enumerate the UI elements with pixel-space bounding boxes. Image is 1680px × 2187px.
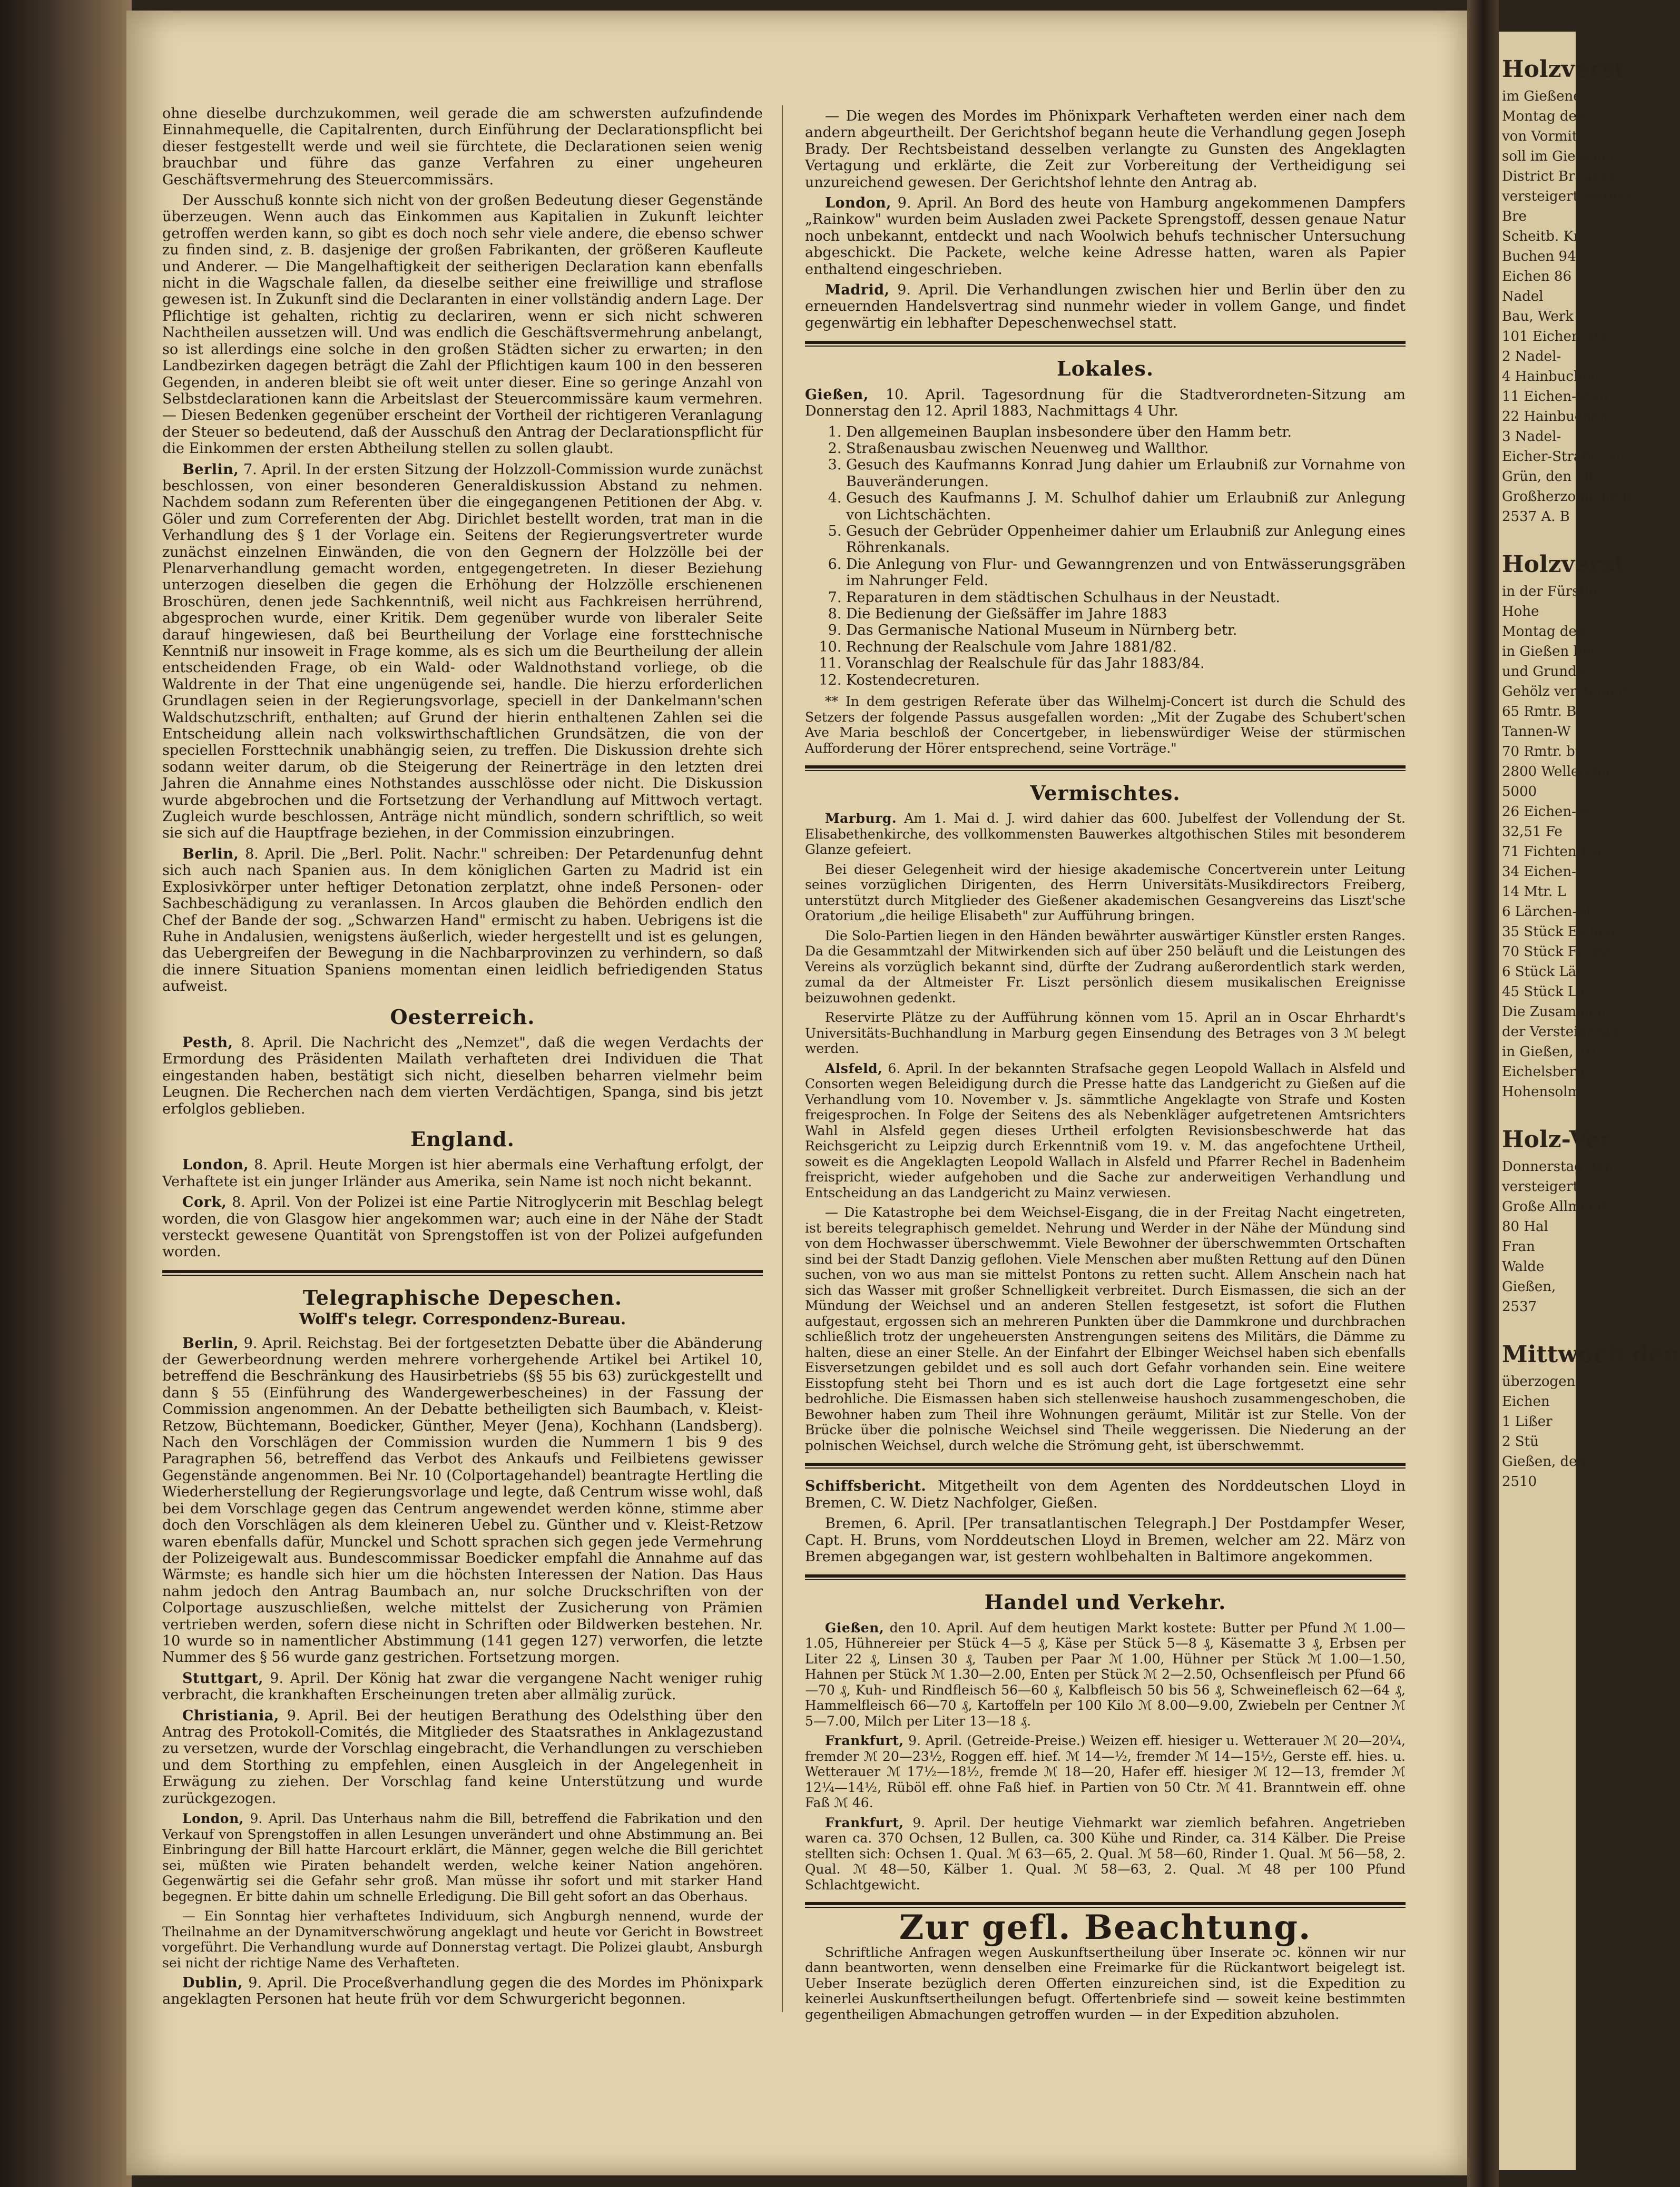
- article-text: Die Solo-Partien liegen in den Händen bewährter auswärtiger Künstler ersten Ranges. Da die Gesammtzahl der Mitwirkenden sich auf über 250 beläuft und die Leistungen des Vereins als vorzüglich bekannt sind, dürfte der Zudrang außerordentlich stark werden, zumal da der Altmeister Fr. Liszt persönlich diesem musikalischen Ereignisse beizuwohnen gedenkt.: [805, 928, 1406, 1006]
- article-text: 8. April. Die „Berl. Polit. Nachr." schreiben: Der Petardenunfug dehnt sich auch nach Spanien aus. In dem königlichen Garten zu Madrid ist ein Explosivkörper unter heftiger Detonation zerplatzt, ohne indeß Personen- oder Sachbeschädigung zu veranlassen. In Arcos glauben die Behörden endlich den Chef der Bande der sog. „Schwarzen Hand" ermischt zu haben. Uebrigens ist die Ruhe in Andalusien, wenigstens äußerlich, wieder hergestellt und ist es gelungen, das Uebergreifen der Bewegung in die Nachbarprovinzen zu verhindern, so daß die innere Situation Spaniens momentan einen leidlich befriedigenden Status aufweist.: [162, 845, 763, 995]
- dateline: London,: [182, 1157, 249, 1174]
- article-paragraph: [805, 1205, 1406, 1453]
- adjacent-page-fragment: 2537: [1502, 1299, 1537, 1315]
- adjacent-page-fragment: 22 Hainbuchen-: [1502, 409, 1613, 425]
- misc-news: [805, 811, 1406, 1453]
- adjacent-page-fragment: 70 Rmtr. bu: [1502, 744, 1584, 760]
- agenda-item: 7. Reparaturen in dem städtischen Schulhaus in der Neustadt.: [846, 589, 1406, 606]
- dateline: Marburg.: [825, 811, 897, 826]
- ship-report: Schiffsbericht. Mitgetheilt von dem Agenten des Norddeutschen Lloyd in Bremen, C. W. Dietz Nachfolger, Gießen.: [805, 1478, 1406, 1511]
- article-text: 7. April. In der ersten Sitzung der Holzzoll-Commission wurde zunächst beschlossen, von einer besonderen Generaldiskussion Abstand zu nehmen. Nachdem sodann zum Referenten über die eingegangenen Petitionen der Abg. v. Göler und zum Correferenten der Abg. Dirichlet bestellt worden, trat man in die Verhandlung des § 1 der Vorlage ein. Seitens der Regierungsvertreter wurde zunächst einzelnen Einwänden, die von den Gegnern der Holzzölle bei der Plenarverhandlung gemacht worden, entgegengetreten. In dieser Beziehung unterzogen dieselben die gegen die Erhöhung der Holzzölle erschienenen Broschüren, denen jede Sachkenntniß, weil nicht aus Fachkreisen herrührend, abgesprochen wurde, einer Kritik. Dem gegenüber wurde von liberaler Seite darauf hingewiesen, daß bei Beurtheilung der Vorlage eine forsttechnische Kenntniß nur insoweit in Frage komme, als es sich um die Beurtheilung der allein entscheidenden Frage, ob ein Wald- oder Waldnothstand vorliege, ob die Waldrente in der That eine ungenügende sei, handle. Die hierzu erforderlichen Grundlagen seien in der Regierungsvorlage, speciell in der Dankelmann'schen Waldschutzschrift, enthalten; auf Grund der hierin enthaltenen Zahlen sei die Entscheidung allein nach volkswirthschaftlichen Grundsätzen, die von der speciellen Forsttechnik unabhängig seien, zu treffen. Die Diskussion drehte sich sodann weiter darum, ob die Steigerung der Reinerträge in den letzten drei Jahren die Annahme eines Nothstandes ausschlösse oder nicht. Die Diskussion wurde abgebrochen und die Fortsetzung der Verhandlung auf Mittwoch vertagt. Zugleich wurde beschlossen, Anträge nicht mündlich, sondern schriftlich, so weit sie sich auf die Hauptfrage beziehen, in der Commission einzubringen.: [162, 461, 763, 842]
- article-text: 8. April. Von der Polizei ist eine Partie Nitroglycerin mit Beschlag belegt worden, die von Glasgow hier angekommen war; auch eine in der Nähe der Stadt versteckt gewesene Quantität von Sprengstoffen ist von der Polizei aufgefunden worden.: [162, 1194, 763, 1260]
- article-paragraph: Der Ausschuß konnte sich nicht von der großen Bedeutung dieser Gegenstände überzeugen. Wenn auch das Einkommen aus Kapitalien in Zukunft leichter getroffen werden kann, so gibt es doch noch sehr viele andere, die ebenso schwer zu finden sind, z. B. dasjenige der großen Fabrikanten, der größeren Kaufleute und Anderer. — Die Mangelhaftigkeit der seitherigen Declaration kann ebenfalls nicht in die Wagschale fallen, da dieselbe seither eine freiwillige und straflose gewesen ist. In Zukunft sind die Declaranten in einer vollständig andern Lage. Der Pflichtige ist gehalten, richtig zu declariren, wenn er sich nicht schweren Nachtheilen aussetzen will. Und was endlich die Geschäftsvermehrung anbelangt, so ist allerdings eine solche in den großen Städten sicher zu erwarten; in den Landbezirken dagegen beträgt die Zahl der Pflichtigen kaum 100 in den besseren Gegenden, in anderen bleibt sie oft weit unter dieser. Eine so geringe Anzahl von Selbstdeclarationen kann die Arbeitslast der Steuercommissäre kaum vermehren. — Diesen Bedenken gegenüber erscheint der Vortheil der richtigeren Veranlagung der Steuer so bedeutend, daß der Ausschuß den Antrag der Declarationspflicht für die Einkommen der ersten Abtheilung stellen zu sollen glaubt.: [162, 192, 763, 457]
- adjacent-page-fragment: 4 Hainbuchen-: [1502, 369, 1604, 385]
- ship-text: Bremen, 6. April. [Per transatlantischen Telegraph.] Der Postdampfer Weser, Capt. H. Bruns, vom Norddeutschen Lloyd in Bremen, welcher am 22. März von Bremen abgegangen war, ist gestern wohlbehalten in Baltimore angekommen.: [805, 1515, 1406, 1565]
- article-text: 9. April. Der heutige Viehmarkt war ziemlich befahren. Angetrieben waren ca. 370 Ochsen, 12 Bullen, ca. 300 Kühe und Rinder, ca. 314 Kälber. Die Preise stellten sich: Ochsen 1. Qual. ℳ 63—65, 2. Qual. ℳ 58—60, Rinder 1. Qual. ℳ 56—58, 2. Qual. ℳ 48—50, Kälber 1. Qual. ℳ 58—63, 2. Qual. ℳ 48 per 100 Pfund Schlachtgewicht.: [805, 1815, 1406, 1893]
- dateline: London,: [182, 1811, 244, 1826]
- austria-heading: Oesterreich.: [390, 1004, 535, 1029]
- book-binding: [0, 0, 132, 2187]
- adjacent-page-fragment: in Gießen bei: [1502, 644, 1595, 659]
- article-paragraph: [162, 1194, 763, 1260]
- adjacent-page-fragment: in der Fürstlic: [1502, 584, 1602, 599]
- adjacent-page-fragment: versteigert: [1502, 1179, 1578, 1195]
- trade-news: [805, 1620, 1406, 1893]
- adjacent-page-fragment: 80 Hal: [1502, 1219, 1548, 1235]
- column-divider: [782, 105, 783, 2012]
- article-text: Reservirte Plätze zu der Aufführung können vom 15. April an in Oscar Ehrhardt's Universitäts-Buchhandlung in Marburg gegen Einsendung des Betrages von 3 ℳ belegt werden.: [805, 1010, 1406, 1057]
- telegraph-subheading: Wolff's telegr. Correspondenz-Bureau.: [299, 1310, 626, 1328]
- article-text: 8. April. Die Nachricht des „Nemzet", daß die wegen Verdachts der Ermordung des Präsidenten Mailath verhafteten drei Individuen die That eingestanden haben, bestätigt sich nicht, dieselben beharren vielmehr beim Leugnen. Die Recherchen nach dem vierten Verdächtigen, Spanga, sind bis jetzt erfolglos geblieben.: [162, 1034, 763, 1117]
- adjacent-page-fragment: Tannen-W: [1502, 724, 1571, 740]
- adjacent-page-fragment: District Braubof: [1502, 169, 1614, 184]
- telegraph-heading: Telegraphische Depeschen.: [302, 1285, 623, 1309]
- adjacent-page-fragment: 32,51 Fe: [1502, 824, 1563, 840]
- adjacent-page-fragment: 11 Eichen-Stan: [1502, 389, 1608, 405]
- article-paragraph: [162, 1670, 763, 1703]
- adjacent-page-fragment: Montag den: [1502, 109, 1586, 124]
- adjacent-page-fragment: Eichen 86: [1502, 269, 1572, 284]
- article-text: — Die Katastrophe bei dem Weichsel-Eisgang, die in der Freitag Nacht eingetreten, ist bereits telegraphisch gemeldet. Nehrung und Werder in der Nähe der Mündung sind von dem Hochwasser überschwemmt. Viele Bewohner der überschwemmten Ortschaften sind bei der Stadt Danzig geflohen. Viele Menschen aber mußten Rettung auf den Dünen suchen, von wo aus man sie mittelst Pontons zu retten sucht. Allem Anschein nach hat sich das Wasser mit großer Schnelligkeit verbreitet. Durch Eismassen, die sich an der Mündung der Weichsel und an anderen Stellen festgesetzt, ist sofort die Fluthen aufgestaut, ergossen sich an mehreren Punkten über die Dammkrone und durchbrachen schließlich trotz der ungeheuersten Anstrengungen seitens des Militärs, die Dämme zu halten, diese an einer Stelle. An der Einfahrt der Elbinger Weichsel haben sich ebenfalls Eisversetzungen gebildet und es soll auch dort Gefahr vorhanden sein. Eine weitere Eisstopfung steht bei Thorn und es ist auch dort die Lage fortgesetzt eine sehr bedrohliche. Die Eismassen haben sich stellenweise haushoch zusammengeschoben, die Bewohner haben zum Theil ihre Wohnungen geräumt, Militär ist zur Stelle. Von der Brücke über die polnische Weichsel sind Theile weggerissen. Die Niederung an der polnischen Weichsel, durch welche die Strömung geht, ist überschwemmt.: [805, 1205, 1406, 1453]
- adjacent-page-fragment: Montag den: [1502, 624, 1586, 639]
- telegrams: [162, 1335, 763, 2008]
- page-gutter: [1467, 0, 1499, 2187]
- adjacent-page-fragments: [1499, 53, 1680, 1492]
- adjacent-page-fragment: 2537 A. B: [1502, 509, 1570, 525]
- adjacent-page-fragment: Bau, Werk: [1502, 309, 1574, 324]
- adjacent-page-fragment: Buchen 94,7: [1502, 249, 1589, 264]
- adjacent-page-fragment: 34 Eichen-T: [1502, 864, 1585, 880]
- adjacent-page-fragment: 26 Eichen-St: [1502, 804, 1591, 820]
- dateline: Pesth,: [182, 1034, 233, 1051]
- adjacent-page-fragment: 5000: [1502, 784, 1537, 800]
- adjacent-page-fragment: 65 Rmtr. B: [1502, 704, 1577, 720]
- ship-heading: Schiffsbericht.: [805, 1478, 927, 1495]
- section-rule: [805, 1574, 1406, 1580]
- agenda-item: 8. Die Bedienung der Gießsäffer im Jahre 1883: [846, 606, 1406, 622]
- local-note: ** In dem gestrigen Referate über das Wilhelmj-Concert ist durch die Schuld des Setzers der folgende Passus ausgefallen worden: „Mit der Zugabe des Schubert'schen Ave Maria beschloß der Concertgeber, in liebenswürdiger Weise der stürmischen Aufforderung der Hörer entsprechend, seine Vorträge.": [805, 694, 1406, 756]
- adjacent-page-fragment: 70 Stück Fichte: [1502, 944, 1612, 960]
- article-text: — Die wegen des Mordes im Phönixpark Verhafteten werden einer nach dem andern abgeurtheilt. Der Gerichtshof begann heute die Verhandlung gegen Joseph Brady. Der Rechtsbeistand desselben verlangte zu Gunsten des Angeklagten Vertagung und erklärte, die Zeit zur Vorbereitung der Vertheidigung sei unzureichend gewesen. Der Gerichtshof lehnte den Antrag ab.: [805, 108, 1406, 191]
- right-top-news: [805, 108, 1406, 331]
- article-text: 8. April. Heute Morgen ist hier abermals eine Verhaftung erfolgt, der Verhaftete ist ein junger Irländer aus Amerika, sein Name ist noch nicht bekannt.: [162, 1157, 763, 1190]
- misc-heading: Vermischtes.: [1030, 781, 1181, 805]
- local-intro: Gießen, 10. April. Tagesordnung für die Stadtverordneten-Sitzung am Donnerstag den 12. April 1883, Nachmittags 4 Uhr.: [805, 386, 1406, 420]
- adjacent-page-fragment: Gießen,: [1502, 1279, 1556, 1295]
- adjacent-page-fragment: Holzverst: [1502, 56, 1626, 83]
- article-text: 9. April. Die Proceßverhandlung gegen die des Mordes im Phönixpark angeklagten Personen hat heute früh vor dem Schwurgericht begonnen.: [162, 1975, 763, 2008]
- dateline: Berlin,: [182, 461, 239, 478]
- adjacent-page-fragment: 2510: [1502, 1474, 1537, 1490]
- article-text: 6. April. In der bekannten Strafsache gegen Leopold Wallach in Alsfeld und Consorten wegen Beleidigung durch die Presse hatte das Landgericht zu Gießen auf die Verhandlung vom 10. November v. Js. sämmtliche Angeklagte von Strafe und Kosten freigesprochen. In Folge der Seitens des als Nebenkläger aufgetretenen Amtsrichters Wahl in Alsfeld gegen dieses Urtheil erfolgten Revisionsbeschwerde hat das Reichsgericht zu Leipzig durch Erkenntniß vom 19. v. M. das angefochtene Urtheil, soweit es die Angeklagten Leopold Wallach in Alsfeld und Pfarrer Rechel in Badenheim freispricht, wieder aufgehoben und die Sache zur anderweitigen Verhandlung und Entscheidung an das Landgericht zu Mainz verwiesen.: [805, 1060, 1406, 1200]
- dateline: Frankfurt,: [825, 1815, 904, 1830]
- adjacent-page-fragment: Gießen, den: [1502, 1454, 1586, 1470]
- article-text: 9. April. Die Verhandlungen zwischen hier und Berlin über den zu erneuernden Handelsvertrag sind nunmehr wieder in vollem Gange, und findet gegenwärtig ein lebhafter Depeschenwechsel statt.: [805, 282, 1406, 331]
- adjacent-page-fragment: Die Zusammen: [1502, 1004, 1606, 1020]
- adjacent-page-edge: [1499, 32, 1680, 2170]
- adjacent-page-fragment: und Grundh: [1502, 664, 1586, 679]
- adjacent-page-fragment: 6 Lärchen-St: [1502, 904, 1592, 920]
- article-text: 9. April. Reichstag. Bei der fortgesetzten Debatte über die Abänderung der Gewerbeordnung werden mehrere vorhergehende Artikel bei Artikel 10, betreffend die Beschränkung des Hausirbetriebs (§§ 55 bis 63) zurückgestellt und dann § 55 (Einführung des Wandergewerbescheines) in der Fassung der Commission angenommen. An der Debatte betheiligten sich Baumbach, v. Kleist-Retzow, Büchtemann, Boedicker, Günther, Meyer (Jena), Kochhann (Landsberg). Nach den Vorschlägen der Commission wurden die Nummern 1 bis 9 des Paragraphen 56, betreffend das Verbot des Ankaufs und Feilbietens gewisser Gegenstände angenommen. Bei Nr. 10 (Colportagehandel) beantragte Hertling die Wiederherstellung der Regierungsvorlage und legte, daß Centrum wisse wohl, daß bei dem Vorschlage gegen das Centrum angewendet werden könne, stimme aber doch den Vorschlägen als dem kleineren Uebel zu. Günther und v. Kleist-Retzow waren ebenfalls dafür, Munckel und Schott sprachen sich gegen jede Vermehrung der Polizeigewalt aus. Bundescommissar Boedicker empfahl die Annahme auf das Wärmste; es handle sich hier um die höchsten Interessen der Nation. Das Haus nahm jedoch den Antrag Baumbach an, nur solche Druckschriften von der Colportage auszuschließen, welche mittelst der Zusicherung von Prämien vertrieben werden, sofern diese nicht in Schriften oder Bildwerken bestehen. Nr. 10 wurde so in namentlicher Abstimmung (141 gegen 127) verworfen, die letzte Nummer des § 56 wurde ganz gestrichen. Fortsetzung morgen.: [162, 1335, 763, 1666]
- agenda-list: [805, 424, 1406, 689]
- adjacent-page-fragment: Nadel: [1502, 289, 1544, 304]
- adjacent-page-fragment: Bre: [1502, 209, 1527, 224]
- article-text: den 10. April. Auf dem heutigen Markt kostete: Butter per Pfund ℳ 1.00—1.05, Hühnereier per Stück 4—5 ₰, Käse per Stück 5—8 ₰, Käsematte 3 ₰, Erbsen per Liter 22 ₰, Linsen 30 ₰, Tauben per Paar ℳ 1.00, Hühner per Stück ℳ 1.00—1.50, Hahnen per Stück ℳ 1.30—2.00, Enten per Stück ℳ 2—2.50, Ochsenfleisch per Pfund 66—70 ₰, Kuh- und Rindfleisch 56—60 ₰, Kalbfleisch 50 bis 56 ₰, Schweinefleisch 62—64 ₰, Hammelfleisch 66—70 ₰, Kartoffeln per 100 Kilo ℳ 8.00—9.00, Zwiebeln per Centner ℳ 5—7.00, Milch per Liter 13—18 ₰.: [805, 1620, 1406, 1729]
- adjacent-page-fragment: Fran: [1502, 1239, 1535, 1255]
- dateline: Dublin,: [182, 1975, 243, 1991]
- dateline: Gießen,: [825, 1620, 885, 1636]
- adjacent-page-fragment: 3 Nadel-: [1502, 429, 1561, 445]
- article-paragraph: [805, 108, 1406, 191]
- adjacent-page-fragment: Eicher-Straße, an: [1502, 449, 1625, 465]
- adjacent-page-fragment: Eichelsberg: [1502, 1064, 1585, 1080]
- article-paragraph: [805, 1620, 1406, 1729]
- article-paragraph: [162, 1035, 763, 1117]
- dateline: Berlin,: [182, 1335, 239, 1352]
- agenda-item: 1. Den allgemeinen Bauplan insbesondere über den Hamm betr.: [846, 424, 1406, 440]
- agenda-item: 4. Gesuch des Kaufmanns J. M. Schulhof dahier um Erlaubniß zur Anlegung von Lichtschächten.: [846, 490, 1406, 523]
- adjacent-page-fragment: Großherzogliche B: [1502, 489, 1633, 505]
- left-dispatches: [162, 461, 763, 995]
- dateline: Alsfeld,: [825, 1060, 883, 1076]
- section-rule: [805, 765, 1406, 771]
- article-text: 9. April. An Bord des heute von Hamburg angekommenen Dampfers „Rainkow" wurden beim Ausladen zwei Packete Sprengstoff, dessen genaue Natur noch unbekannt, entdeckt und nach Woolwich behufs technischer Untersuchung abgeschickt. Die Packete, welche keine Adresse hatten, waren als Papier enthaltend eingeschrieben.: [805, 195, 1406, 278]
- agenda-item: 2. Straßenausbau zwischen Neuenweg und Wallthor.: [846, 440, 1406, 457]
- agenda-item: 6. Die Anlegung von Flur- und Gewanngrenzen und von Entwässerungsgräben im Nahrunger Feld.: [846, 556, 1406, 589]
- article-paragraph: [162, 1335, 763, 1666]
- local-heading: Lokales.: [1056, 357, 1154, 381]
- article-text: Bei dieser Gelegenheit wird der hiesige akademische Concertverein unter Leitung seines vorzüglichen Dirigenten, des Herrn Universitäts-Musikdirectors Freiberg, unterstützt durch Mitglieder des Gießener akademischen Gesangvereins das Liszt'sche Oratorium „die heilige Elisabeth" zur Aufführung bringen.: [805, 861, 1406, 924]
- article-paragraph: [805, 282, 1406, 331]
- adjacent-page-fragment: Hohe: [1502, 604, 1539, 619]
- article-paragraph: [805, 811, 1406, 858]
- adjacent-page-fragment: 1 Lißer: [1502, 1414, 1553, 1430]
- article-paragraph: [805, 1061, 1406, 1201]
- adjacent-page-fragment: 2 Nadel-: [1502, 349, 1561, 364]
- agenda-item: 3. Gesuch des Kaufmanns Konrad Jung dahier um Erlaubniß zur Vornahme von Bauveränderungen.: [846, 457, 1406, 490]
- article-text: 9. April. (Getreide-Preise.) Weizen eff. hiesiger u. Wetterauer ℳ 20—20¼, fremder ℳ 20—23½, Roggen eff. hief. ℳ 14—½, fremder ℳ 14—15½, Gerste eff. hies. u. Wetterauer ℳ 17½—18½, fremde ℳ 18—20, Hafer eff. hiesiger ℳ 12—13, fremder ℳ 12¼—14½, Rüböl eff. ohne Faß hief. in Partien von 50 Ctr. ℳ 41. Branntwein eff. ohne Faß ℳ 46.: [805, 1733, 1406, 1811]
- trade-heading: Handel und Verkehr.: [984, 1590, 1226, 1614]
- dateline: Berlin,: [182, 845, 239, 862]
- adjacent-page-fragment: von Vormitt: [1502, 129, 1583, 144]
- england-heading: England.: [410, 1127, 515, 1151]
- adjacent-page-fragment: in Gießen, 10: [1502, 1044, 1595, 1060]
- article-paragraph: [805, 862, 1406, 924]
- dateline: Madrid,: [825, 282, 890, 299]
- agenda-item: 11. Voranschlag der Realschule für das Jahr 1883/84.: [846, 655, 1406, 672]
- adjacent-page-fragment: 2 Stü: [1502, 1434, 1539, 1450]
- adjacent-page-fragment: der Versteigerun: [1502, 1024, 1619, 1040]
- adjacent-page-fragment: Scheitb. Kn: [1502, 229, 1583, 244]
- section-rule: [805, 341, 1406, 347]
- adjacent-page-fragment: soll im Gießener: [1502, 149, 1616, 164]
- adjacent-page-fragment: Hohensolms,: [1502, 1084, 1592, 1100]
- section-rule: [805, 1902, 1406, 1908]
- adjacent-page-fragment: Holzverst: [1502, 551, 1626, 578]
- adjacent-page-fragment: Walde: [1502, 1259, 1545, 1275]
- notice-banner: Zur gefl. Beachtung.: [899, 1908, 1312, 1948]
- agenda-item: 12. Kostendecreturen.: [846, 672, 1406, 688]
- agenda-item: 9. Das Germanische National Museum in Nürnberg betr.: [846, 622, 1406, 638]
- article-paragraph: [162, 846, 763, 995]
- article-paragraph: [805, 928, 1406, 1006]
- agenda-item: 10. Rechnung der Realschule vom Jahre 1881/82.: [846, 639, 1406, 655]
- dateline: Frankfurt,: [825, 1733, 904, 1749]
- adjacent-page-fragment: 45 Stück Lärc: [1502, 984, 1599, 1000]
- article-paragraph: [805, 1733, 1406, 1811]
- adjacent-page-fragment: Donnerstag den: [1502, 1159, 1613, 1175]
- notice-text: Schriftliche Anfragen wegen Auskunftsertheilung über Inserate ɔc. können wir nur dann beantworten, wenn denselben eine Freimarke für die Rückantwort beigelegt ist. Ueber Inserate bezüglich deren Offerten einzureichen sind, ist die Expedition zu keinerlei Auskunftsertheilungen befugt. Offertenbriefe sind — soweit keine bestimmten gegentheiligen Abmachungen getroffen wurden — in der Expedition abzuholen.: [805, 1944, 1406, 2022]
- adjacent-page-fragment: überzogen: [1502, 1374, 1576, 1390]
- adjacent-page-fragment: Grün, den 10: [1502, 469, 1594, 485]
- dateline: Stuttgart,: [182, 1670, 264, 1687]
- england-news: [162, 1157, 763, 1260]
- adjacent-page-fragment: Holz-Ver: [1502, 1126, 1612, 1153]
- adjacent-page-fragment: versteigert werden: [1502, 189, 1635, 204]
- adjacent-page-fragment: Eichen: [1502, 1394, 1550, 1410]
- article-text: 9. April. Bei der heutigen Berathung des Odelsthing über den Antrag des Protokoll-Comités, die Mitglieder des Staatsrathes in Anklagezustand zu versetzen, wurde der Vorschlag eingebracht, die Verhandlungen zu verschieben und dem Storthing zu empfehlen, einen Ausgleich in der Angelegenheit in Erwägung zu ziehen. Der Vorschlag fand keine Unterstützung und wurde zurückgezogen.: [162, 1707, 763, 1807]
- article-paragraph: ohne dieselbe durchzukommen, weil gerade die am schwersten aufzufindende Einnahmequelle, die Capitalrenten, durch Einführung der Declarationspflicht bei dieser festgestellt werde und weil sie fürchtete, die Declarationen seien wenig brauchbar und führe das ganze Verfahren zu einer ungeheuren Geschäftsvermehrung des Steuercommissärs.: [162, 105, 763, 188]
- article-text: 9. April. Das Unterhaus nahm die Bill, betreffend die Fabrikation und den Verkauf von Sprengstoffen in allen Lesungen unverändert und ohne Abstimmung an. Bei Einbringung der Bill hatte Harcourt erklärt, die Männer, gegen welche die Bill gerichtet sei, müßten wie Piraten behandelt werden, welche keiner Nation angehören. Gegenwärtig sei die Gefahr sehr groß. Man müsse ihr sofort und mit starker Hand begegnen. Er bitte dahin um schnelle Erledigung. Die Bill geht sofort an das Oberhaus.: [162, 1811, 763, 1904]
- adjacent-page-fragment: 35 Stück Eichen: [1502, 924, 1616, 940]
- adjacent-page-fragment: Gehölz versteigert: [1502, 684, 1630, 700]
- left-column: [162, 105, 763, 2012]
- dateline: Cork,: [182, 1194, 227, 1211]
- left-intro: [162, 105, 763, 457]
- article-text: Am 1. Mai d. J. wird dahier das 600. Jubelfest der Vollendung der St. Elisabethenkirche, des vollkommensten Bauwerkes altgothischen Stiles mit besonderem Glanze gefeiert.: [805, 811, 1406, 858]
- article-paragraph: [805, 1010, 1406, 1057]
- article-paragraph: [162, 461, 763, 842]
- section-rule: [162, 1270, 763, 1276]
- adjacent-page-fragment: 2800 Wellen bu: [1502, 764, 1610, 780]
- article-paragraph: [805, 1815, 1406, 1893]
- dateline: Christiania,: [182, 1707, 279, 1724]
- article-paragraph: [162, 1908, 763, 1971]
- article-paragraph: [805, 195, 1406, 278]
- dateline: London,: [825, 195, 892, 212]
- adjacent-page-fragment: Große Allmend: [1502, 1199, 1607, 1215]
- adjacent-page-fragment: 71 Fichten-Ho: [1502, 844, 1602, 860]
- article-paragraph: [162, 1975, 763, 2008]
- section-rule: [805, 1463, 1406, 1469]
- right-column: [805, 108, 1406, 2026]
- adjacent-page-fragment: Mittwoch den: [1502, 1341, 1680, 1368]
- adjacent-page-fragment: 14 Mtr. L: [1502, 884, 1566, 900]
- agenda-item: 5. Gesuch der Gebrüder Oppenheimer dahier um Erlaubniß zur Anlegung eines Röhrenkanals.: [846, 523, 1406, 556]
- adjacent-page-fragment: 101 Eichen-Stä: [1502, 329, 1608, 344]
- adjacent-page-fragment: im Gießene: [1502, 88, 1581, 104]
- austria-news: [162, 1035, 763, 1117]
- article-text: — Ein Sonntag hier verhaftetes Individuum, sich Angburgh nennend, wurde der Theilnahme an der Dynamitverschwörung angeklagt und heute vor Gericht in Bowstreet vorgeführt. Die Verhandlung wurde auf Donnerstag vertagt. Die Polizei glaubt, Ansburgh sei nicht der richtige Name des Verhafteten.: [162, 1908, 763, 1971]
- article-text: 9. April. Der König hat zwar die vergangene Nacht weniger ruhig verbracht, die krankhaften Erscheinungen treten aber allmälig zurück.: [162, 1670, 763, 1703]
- adjacent-page-fragment: 6 Stück Lärc: [1502, 964, 1591, 980]
- article-paragraph: [162, 1811, 763, 1904]
- article-paragraph: [162, 1157, 763, 1190]
- article-paragraph: [162, 1708, 763, 1807]
